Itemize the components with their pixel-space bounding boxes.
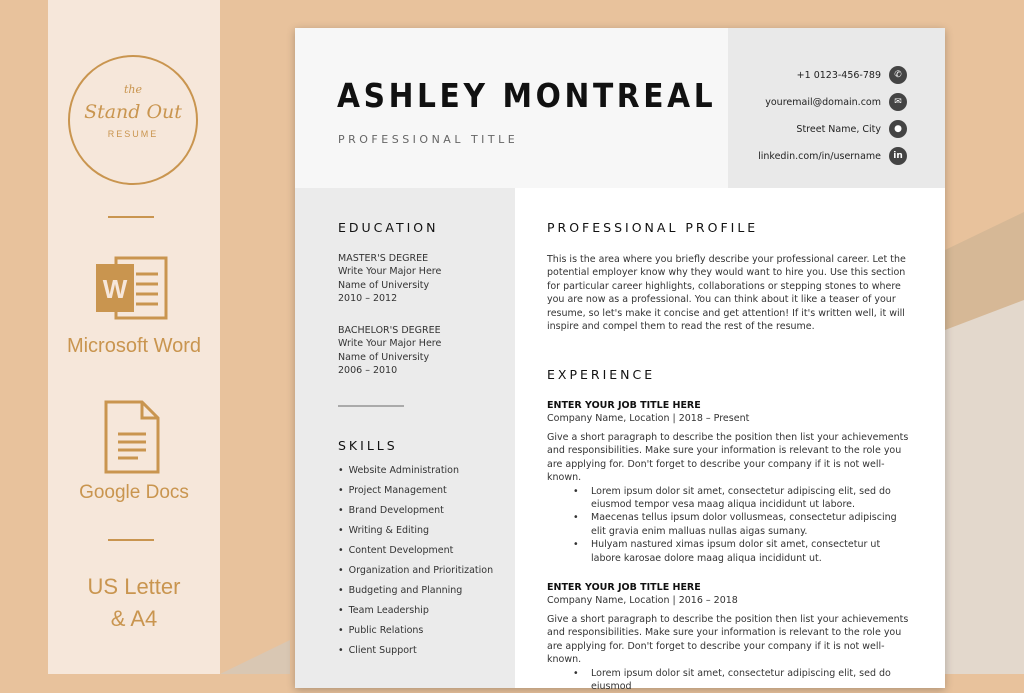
standout-logo (68, 55, 198, 185)
contact-linkedin (758, 147, 907, 165)
skill-item: • Client Support (338, 645, 493, 665)
profile-text: This is the area where you briefly describe your professional career. Let the potential employer know why they would want to hire you. Use this section for particular career highlights, collaborations or stepping stones to where you are now as a professional. You can think about it like a teaser of your resume, so let's make it concise and get attention! If it's written well, it will inspire and compel them to read the rest of the resume. (547, 254, 906, 333)
job-meta: Company Name, Location | 2018 – Present (547, 413, 750, 424)
job-bullet: • Lorem ipsum dolor sit amet, consectetur adipiscing elit, sed do eiusmod tempor vesa maag aliqua incididunt ut labore. (591, 485, 909, 512)
job-entry (547, 582, 909, 693)
linkedin-icon: in (889, 147, 907, 165)
job-meta: Company Name, Location | 2016 – 2018 (547, 595, 738, 606)
job-title: ENTER YOUR JOB TITLE HERE (547, 582, 701, 593)
skill-item: • Website Administration (338, 465, 493, 485)
resume-name: ASHLEY MONTREAL (337, 76, 717, 115)
university: Name of University (338, 351, 430, 363)
resume-professional-title: PROFESSIONAL TITLE (338, 133, 519, 146)
logo-the-text: the (123, 83, 142, 96)
skill-item: • Budgeting and Planning (338, 585, 493, 605)
word-file-icon (96, 252, 168, 326)
format-label-letter: US Letter (87, 574, 181, 599)
logo-script-text: Stand Out (84, 101, 182, 123)
contact-box (728, 28, 945, 188)
sidebar-divider (108, 216, 154, 218)
skill-item: • Brand Development (338, 505, 493, 525)
profile-heading: PROFESSIONAL PROFILE (547, 220, 759, 235)
left-column-divider (338, 405, 404, 407)
skills-heading: SKILLS (338, 438, 398, 453)
job-bullet: • Lorem ipsum dolor sit amet, consectetur adipiscing elit, sed do eiusmod (591, 667, 909, 693)
resume-header (295, 28, 728, 188)
job-bullets (547, 485, 909, 565)
contact-email-text: youremail@domain.com (765, 96, 881, 108)
years: 2010 – 2012 (338, 293, 398, 305)
job-entry (547, 400, 909, 565)
education-entry (338, 324, 441, 378)
years: 2006 – 2010 (338, 365, 398, 377)
experience-heading: EXPERIENCE (547, 367, 656, 382)
google-docs-label: Google Docs (79, 482, 189, 503)
location-icon: ● (889, 120, 907, 138)
job-bullet: • Hulyam nastured ximas ipsum dolor sit amet, consectetur ut labore karosae dolore maag aliqua incididunt ut. (591, 538, 909, 565)
job-bullets (547, 667, 909, 693)
sidebar-divider (108, 539, 154, 541)
education-entry (338, 252, 441, 306)
job-title: ENTER YOUR JOB TITLE HERE (547, 400, 701, 411)
profile-section (547, 253, 909, 333)
education-heading: EDUCATION (338, 220, 439, 235)
degree: BACHELOR'S DEGREE (338, 325, 441, 336)
contact-linkedin-text: linkedin.com/in/username (758, 150, 881, 162)
phone-icon: ✆ (889, 66, 907, 84)
svg-text:W: W (102, 274, 128, 304)
skill-item: • Organization and Prioritization (338, 565, 493, 585)
major: Write Your Major Here (338, 266, 442, 278)
skills-list (338, 465, 493, 665)
format-label-a4: & A4 (110, 606, 158, 631)
contact-email (765, 93, 907, 111)
skill-item: • Team Leadership (338, 605, 493, 625)
degree: MASTER'S DEGREE (338, 253, 429, 264)
skill-item: • Writing & Editing (338, 525, 493, 545)
skill-item: • Content Development (338, 545, 493, 565)
logo-resume-text: RESUME (107, 129, 159, 139)
google-docs-icon (104, 400, 160, 474)
major: Write Your Major Here (338, 338, 442, 350)
email-icon: ✉ (889, 93, 907, 111)
resume-page (295, 28, 945, 693)
microsoft-word-label: Microsoft Word (66, 335, 202, 357)
skill-item: • Project Management (338, 485, 493, 505)
job-summary: Give a short paragraph to describe the position then list your achievements and responsibilities. Make sure your information is relevant to the role you are applying for. Don't forget to describe your company if it is not well-known. (547, 432, 909, 484)
job-summary: Give a short paragraph to describe the position then list your achievements and responsibilities. Make sure your information is relevant to the role you are applying for. Don't forget to describe your company if it is not well-known. (547, 614, 909, 666)
contact-location-text: Street Name, City (796, 123, 881, 135)
skill-item: • Public Relations (338, 625, 493, 645)
job-bullet: • Maecenas tellus ipsum dolor vollusmeas, consectetur adipiscing elit gravia enim malluas nullas aigas sumany. (591, 511, 909, 538)
contact-phone (797, 66, 907, 84)
contact-phone-text: +1 0123-456-789 (796, 69, 881, 81)
contact-location (796, 120, 907, 138)
university: Name of University (338, 279, 430, 291)
